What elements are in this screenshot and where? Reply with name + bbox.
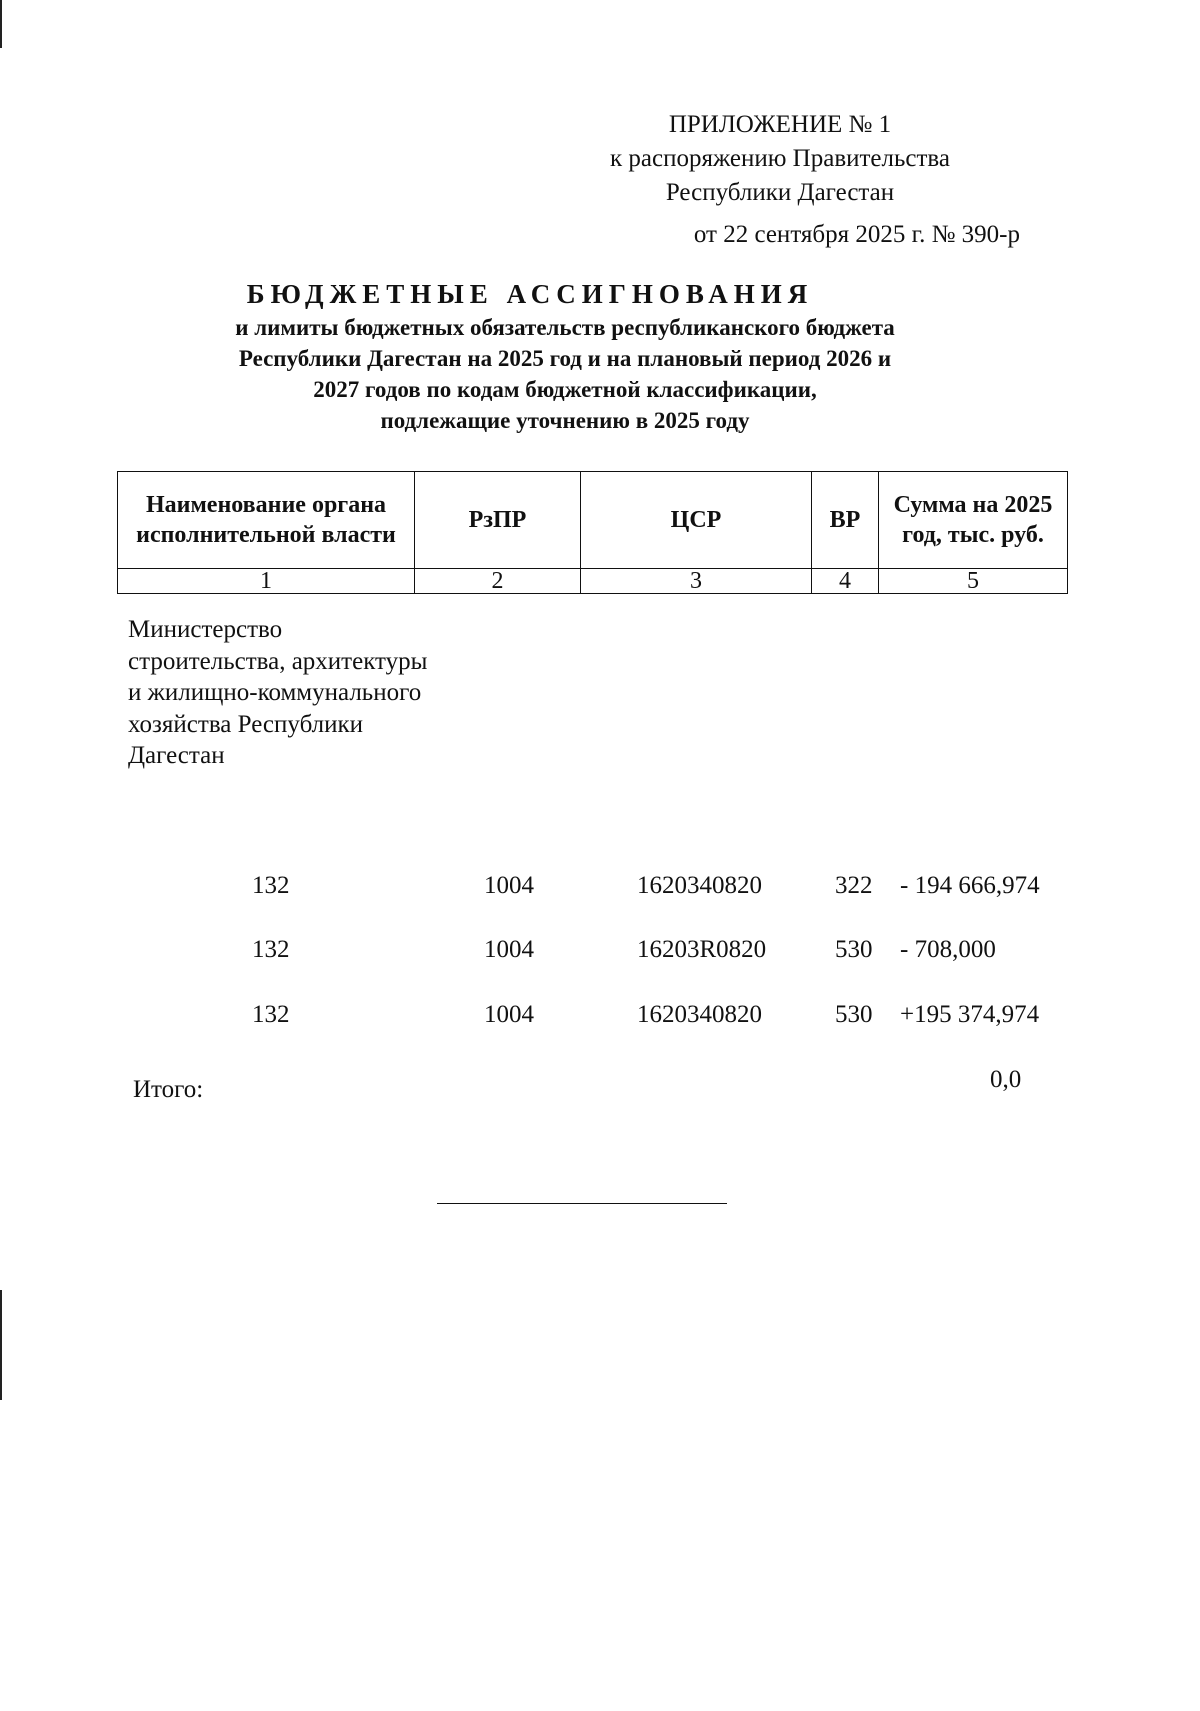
row-code: 132 xyxy=(252,1001,290,1028)
row-rzpr: 1004 xyxy=(484,936,534,963)
row-code: 132 xyxy=(252,936,290,963)
appendix-title: ПРИЛОЖЕНИЕ № 1 xyxy=(668,111,892,138)
column-number-row xyxy=(118,569,1068,594)
header-rzpr: РзПР xyxy=(415,472,581,569)
row-csr: 16203R0820 xyxy=(637,936,767,963)
column-number: 4 xyxy=(812,569,879,594)
row-amount: - 708,000 xyxy=(900,936,996,963)
total-value: 0,0 xyxy=(990,1066,1022,1093)
closing-rule xyxy=(437,1203,727,1204)
total-label: Итого: xyxy=(133,1076,204,1103)
column-number: 3 xyxy=(581,569,812,594)
row-rzpr: 1004 xyxy=(484,872,534,899)
column-number: 1 xyxy=(118,569,415,594)
column-number: 5 xyxy=(879,569,1068,594)
document-title xyxy=(110,276,1020,436)
title-line: подлежащие уточнению в 2025 году xyxy=(380,408,750,433)
header-organ: Наименование органа исполнительной власти xyxy=(118,472,415,569)
title-main: БЮДЖЕТНЫЕ АССИГНОВАНИЯ xyxy=(246,279,814,309)
row-csr: 1620340820 xyxy=(637,872,762,899)
row-vr: 322 xyxy=(835,872,873,899)
row-code: 132 xyxy=(252,872,290,899)
title-line: Республики Дагестан на 2025 год и на плановый период 2026 и xyxy=(238,346,892,371)
appendix-block xyxy=(550,108,1020,248)
header-row xyxy=(118,472,1068,569)
scan-edge-mark xyxy=(0,0,2,48)
table-row xyxy=(0,936,1200,970)
table-row xyxy=(0,872,1200,906)
row-rzpr: 1004 xyxy=(484,1001,534,1028)
column-number: 2 xyxy=(415,569,581,594)
title-line: и лимиты бюджетных обязательств республиканского бюджета xyxy=(235,315,895,340)
row-amount: - 194 666,974 xyxy=(900,872,1040,899)
organization-name: Министерство строительства, архитектуры и жилищно-коммунального хозяйства Республики Дагестан xyxy=(128,616,428,769)
appendix-reference: к распоряжению Правительства xyxy=(609,145,950,172)
appendix-authority: Республики Дагестан xyxy=(665,179,895,206)
title-line: 2027 годов по кодам бюджетной классификации, xyxy=(313,377,817,402)
row-csr: 1620340820 xyxy=(637,1001,762,1028)
header-csr: ЦСР xyxy=(581,472,812,569)
header-amount: Сумма на 2025 год, тыс. руб. xyxy=(879,472,1068,569)
header-vr: ВР xyxy=(812,472,879,569)
scan-edge-mark xyxy=(0,1290,2,1400)
row-vr: 530 xyxy=(835,936,873,963)
budget-table-header xyxy=(117,471,1068,594)
appendix-date: от 22 сентября 2025 г. № 390-р xyxy=(693,221,1020,248)
table-row xyxy=(0,1001,1200,1035)
row-amount: +195 374,974 xyxy=(900,1001,1040,1028)
row-vr: 530 xyxy=(835,1001,873,1028)
